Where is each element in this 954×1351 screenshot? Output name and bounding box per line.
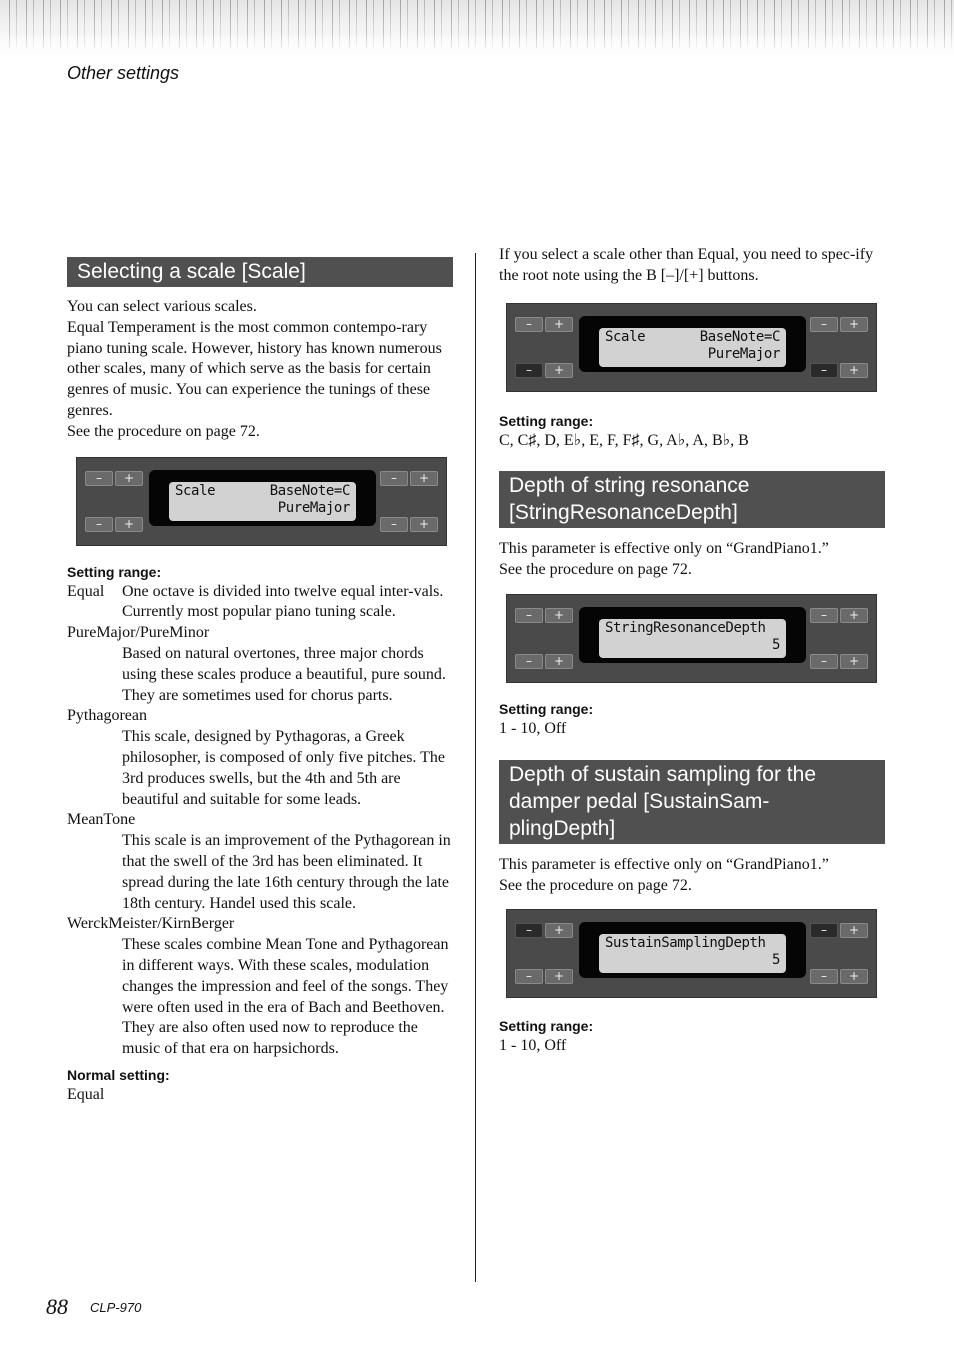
- lcd-parameter: Scale: [605, 328, 646, 345]
- scale-description: Based on natural overtones, three major chords using these scales produce a beautiful, pure sound. They are sometimes used for chorus parts.: [122, 644, 446, 704]
- minus-button[interactable]: –: [810, 969, 838, 984]
- plus-button[interactable]: +: [840, 608, 868, 623]
- button-pair-top-left: [85, 471, 143, 486]
- section-heading-string-resonance: Depth of string resonance [StringResonanceDepth]: [499, 471, 885, 528]
- intro-line: You can select various scales.: [67, 298, 257, 315]
- button-pair-top-right: [810, 317, 868, 332]
- plus-button[interactable]: +: [545, 923, 573, 938]
- procedure-reference: See the procedure on page 72.: [499, 561, 692, 579]
- normal-setting-label: Normal setting:: [67, 1066, 170, 1083]
- minus-button[interactable]: –: [810, 654, 838, 669]
- minus-button[interactable]: –: [515, 923, 543, 938]
- setting-range-value: 1 - 10, Off: [499, 719, 567, 737]
- right-column: [499, 245, 885, 1057]
- button-pair-top-right: [810, 608, 868, 623]
- column-divider: [475, 253, 476, 1282]
- lcd-bezel: [149, 470, 376, 526]
- minus-button[interactable]: –: [380, 517, 408, 532]
- minus-button[interactable]: –: [515, 654, 543, 669]
- lcd-basenote: BaseNote=C: [269, 482, 350, 499]
- plus-button[interactable]: +: [840, 923, 868, 938]
- lcd-screen: [599, 619, 786, 658]
- minus-button[interactable]: –: [810, 608, 838, 623]
- button-pair-bottom-left: [515, 654, 573, 669]
- button-pair-bottom-right: [380, 517, 438, 532]
- scale-description: This scale, designed by Pythagoras, a Greek philosopher, is composed of only five pitches. The 3rd produces swells, but the 4th and 5th are beautiful and suitable for some leads.: [122, 728, 446, 808]
- lcd-bezel: [579, 607, 806, 663]
- plus-button[interactable]: +: [410, 517, 438, 532]
- grandpiano-note: This parameter is effective only on “GrandPiano1.”: [499, 540, 829, 558]
- intro-paragraph: Equal Temperament is the most common contempo-rary piano tuning scale. However, history has known numerous other scales, many of which serve as the basis for certain genres of music. You can experience the tunings of these genres.: [67, 318, 442, 419]
- lcd-value: 5: [771, 636, 780, 653]
- model-name: CLP-970: [90, 1300, 142, 1315]
- plus-button[interactable]: +: [545, 969, 573, 984]
- scale-term: MeanTone: [67, 811, 136, 829]
- button-pair-top-left: [515, 923, 573, 938]
- lcd-parameter: SustainSamplingDepth: [605, 935, 766, 952]
- plus-button[interactable]: +: [840, 363, 868, 378]
- minus-button[interactable]: –: [515, 363, 543, 378]
- minus-button[interactable]: –: [85, 517, 113, 532]
- button-pair-top-left: [515, 608, 573, 623]
- scale-description: One octave is divided into twelve equal inter-vals. Currently most popular piano tuning scale.: [122, 582, 444, 621]
- root-note-intro: If you select a scale other than Equal, you need to spec-ify the root note using the B [–]/[+] buttons.: [499, 246, 874, 284]
- lcd-screen: [169, 482, 356, 521]
- lcd-screen: [599, 934, 786, 973]
- minus-button[interactable]: –: [515, 317, 543, 332]
- setting-range-label: Setting range:: [499, 412, 594, 429]
- minus-button[interactable]: –: [810, 317, 838, 332]
- button-pair-top-right: [810, 923, 868, 938]
- setting-range-label: Setting range:: [67, 563, 162, 580]
- setting-range-label: Setting range:: [499, 1018, 594, 1035]
- running-head: Other settings: [67, 63, 180, 83]
- header-keyboard-band: [0, 0, 954, 60]
- procedure-reference: See the procedure on page 72.: [499, 876, 692, 894]
- plus-button[interactable]: +: [545, 608, 573, 623]
- scale-description: This scale is an improvement of the Pythagorean in that the swell of the 3rd has been eliminated. It spread during the late 16th century through the late 18th century. Handel used this scale.: [122, 832, 451, 912]
- scale-term: WerckMeister/KirnBerger: [67, 915, 235, 933]
- setting-range-value: 1 - 10, Off: [499, 1037, 567, 1055]
- lcd-panel-scale: [76, 457, 447, 546]
- minus-button[interactable]: –: [515, 608, 543, 623]
- lcd-value: PureMajor: [277, 499, 350, 516]
- plus-button[interactable]: +: [545, 363, 573, 378]
- procedure-reference: See the procedure on page 72.: [67, 422, 260, 440]
- plus-button[interactable]: +: [840, 317, 868, 332]
- page-number: 88: [46, 1294, 68, 1319]
- scale-term: Pythagorean: [67, 707, 147, 725]
- scale-term: Equal: [67, 582, 105, 600]
- lcd-bezel: [579, 316, 806, 372]
- lcd-value: PureMajor: [707, 345, 780, 362]
- lcd-bezel: [579, 922, 806, 978]
- lcd-screen: [599, 328, 786, 367]
- minus-button[interactable]: –: [85, 471, 113, 486]
- minus-button[interactable]: –: [515, 969, 543, 984]
- scale-term: PureMajor/PureMinor: [67, 624, 210, 642]
- lcd-panel-sustain-sampling: [506, 909, 877, 998]
- button-pair-bottom-right: [810, 654, 868, 669]
- plus-button[interactable]: +: [115, 471, 143, 486]
- button-pair-top-left: [515, 317, 573, 332]
- minus-button[interactable]: –: [810, 363, 838, 378]
- plus-button[interactable]: +: [115, 517, 143, 532]
- button-pair-top-right: [380, 471, 438, 486]
- lcd-panel-basenote: [506, 303, 877, 392]
- normal-setting-value: Equal: [67, 1085, 105, 1103]
- scale-definition: [67, 582, 453, 624]
- left-column: [67, 257, 453, 1106]
- scale-description: These scales combine Mean Tone and Pythagorean in different ways. With these scales, modulation changes the impression and feel of the songs. They were often used in the era of Bach and Beethoven. They are also often used now to reproduce the music of that era on harpsichords.: [122, 936, 449, 1058]
- plus-button[interactable]: +: [545, 654, 573, 669]
- button-pair-bottom-left: [515, 363, 573, 378]
- lcd-basenote: BaseNote=C: [699, 328, 780, 345]
- button-pair-bottom-left: [515, 969, 573, 984]
- lcd-value: 5: [771, 952, 780, 969]
- button-pair-bottom-right: [810, 363, 868, 378]
- plus-button[interactable]: +: [545, 317, 573, 332]
- minus-button[interactable]: –: [810, 923, 838, 938]
- lcd-parameter: Scale: [175, 482, 216, 499]
- note-range: C, C♯, D, E♭, E, F, F♯, G, A♭, A, B♭, B: [499, 431, 749, 449]
- plus-button[interactable]: +: [840, 969, 868, 984]
- plus-button[interactable]: +: [410, 471, 438, 486]
- section-heading-scale: Selecting a scale [Scale]: [67, 257, 453, 287]
- lcd-panel-string-resonance: [506, 594, 877, 683]
- setting-range-label: Setting range:: [499, 700, 594, 717]
- minus-button[interactable]: –: [380, 471, 408, 486]
- lcd-parameter: StringResonanceDepth: [605, 619, 766, 636]
- button-pair-bottom-right: [810, 969, 868, 984]
- plus-button[interactable]: +: [840, 654, 868, 669]
- grandpiano-note: This parameter is effective only on “GrandPiano1.”: [499, 855, 829, 873]
- section-heading-sustain-sampling: Depth of sustain sampling for the damper pedal [SustainSam-plingDepth]: [499, 760, 885, 844]
- button-pair-bottom-left: [85, 517, 143, 532]
